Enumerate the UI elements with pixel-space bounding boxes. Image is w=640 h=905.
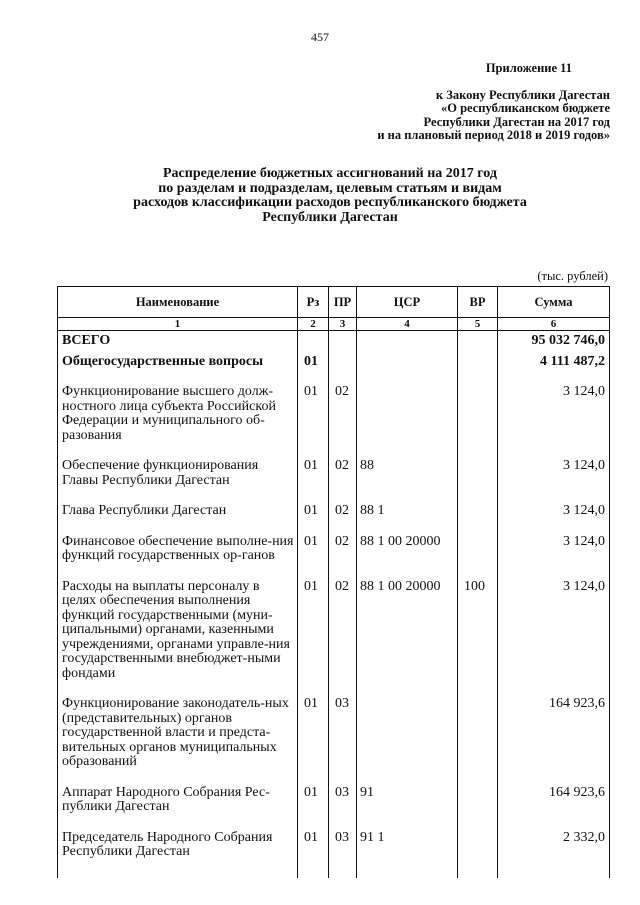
row-vr bbox=[458, 355, 498, 386]
row-sum: 164 923,6 bbox=[498, 786, 610, 831]
document-title bbox=[60, 167, 600, 225]
row-csr: 88 bbox=[357, 459, 458, 504]
row-vr bbox=[458, 385, 498, 459]
row-pr bbox=[329, 331, 357, 355]
table-continuation bbox=[58, 860, 610, 878]
row-name: Финансовое обеспечение выполне-ния функций государственных ор-ганов bbox=[58, 535, 298, 580]
row-name: Аппарат Народного Собрания Рес-публики Дагестан bbox=[58, 786, 298, 831]
row-vr bbox=[458, 459, 498, 504]
header-rz: Рз bbox=[298, 287, 329, 318]
col-number: 6 bbox=[498, 318, 610, 331]
row-sum: 164 923,6 bbox=[498, 697, 610, 786]
table-row bbox=[58, 535, 610, 580]
header-row bbox=[58, 287, 610, 318]
row-vr bbox=[458, 786, 498, 831]
row-csr: 88 1 00 20000 bbox=[357, 580, 458, 698]
table-row bbox=[58, 697, 610, 786]
row-sum: 3 124,0 bbox=[498, 580, 610, 698]
row-sum: 4 111 487,2 bbox=[498, 355, 610, 386]
header-csr: ЦСР bbox=[357, 287, 458, 318]
appendix-line: к Закону Республики Дагестан bbox=[435, 87, 610, 102]
row-name: Общегосударственные вопросы bbox=[58, 355, 298, 386]
row-sum: 3 124,0 bbox=[498, 504, 610, 535]
row-rz: 01 bbox=[298, 504, 329, 535]
row-pr: 02 bbox=[329, 535, 357, 580]
appendix-line: и на плановый период 2018 и 2019 годов» bbox=[377, 128, 610, 143]
title-line: расходов классификации расходов республиканского бюджета bbox=[133, 195, 527, 211]
appendix-title: Приложение 11 bbox=[485, 61, 572, 75]
row-rz: 01 bbox=[298, 580, 329, 698]
col-number: 2 bbox=[298, 318, 329, 331]
header-pr: ПР bbox=[329, 287, 357, 318]
col-number: 3 bbox=[329, 318, 357, 331]
row-sum: 3 124,0 bbox=[498, 459, 610, 504]
row-vr: 100 bbox=[458, 580, 498, 698]
row-csr bbox=[357, 331, 458, 355]
row-rz bbox=[298, 331, 329, 355]
row-csr bbox=[357, 355, 458, 386]
row-csr bbox=[357, 385, 458, 459]
table-row bbox=[58, 786, 610, 831]
row-vr bbox=[458, 831, 498, 860]
table-row bbox=[58, 580, 610, 698]
row-pr: 03 bbox=[329, 831, 357, 860]
row-vr bbox=[458, 535, 498, 580]
col-number: 4 bbox=[357, 318, 458, 331]
row-sum: 3 124,0 bbox=[498, 535, 610, 580]
header-name: Наименование bbox=[58, 287, 298, 318]
row-pr: 02 bbox=[329, 459, 357, 504]
row-name: Обеспечение функционирования Главы Республики Дагестан bbox=[58, 459, 298, 504]
appendix-line: Республики Дагестан на 2017 год bbox=[423, 114, 610, 129]
header-vr: ВР bbox=[458, 287, 498, 318]
row-pr bbox=[329, 355, 357, 386]
row-pr: 03 bbox=[329, 786, 357, 831]
col-number: 1 bbox=[58, 318, 298, 331]
title-line: по разделам и подразделам, целевым статьям и видам bbox=[158, 180, 502, 196]
title-line: Республики Дагестан bbox=[262, 209, 398, 225]
row-rz: 01 bbox=[298, 831, 329, 860]
row-rz: 01 bbox=[298, 385, 329, 459]
row-name: Функционирование законодатель-ных (представительных) органов государственной власти и предста-вительных органов муниципальных образований bbox=[58, 697, 298, 786]
table-row bbox=[58, 504, 610, 535]
row-pr: 02 bbox=[329, 504, 357, 535]
row-pr: 02 bbox=[329, 385, 357, 459]
row-rz: 01 bbox=[298, 459, 329, 504]
row-sum: 95 032 746,0 bbox=[498, 331, 610, 355]
row-csr bbox=[357, 697, 458, 786]
row-csr: 88 1 bbox=[357, 504, 458, 535]
row-vr bbox=[458, 331, 498, 355]
appendix-block bbox=[340, 62, 610, 143]
appendix-line: «О республиканском бюджете bbox=[441, 101, 610, 116]
row-rz: 01 bbox=[298, 697, 329, 786]
row-name: Функционирование высшего долж-ностного лица субъекта Российской Федерации и муниципального об-разования bbox=[58, 385, 298, 459]
row-name: Председатель Народного Собрания Республики Дагестан bbox=[58, 831, 298, 860]
row-csr: 91 bbox=[357, 786, 458, 831]
budget-table bbox=[57, 286, 610, 878]
row-csr: 88 1 00 20000 bbox=[357, 535, 458, 580]
row-rz: 01 bbox=[298, 355, 329, 386]
column-number-row bbox=[58, 318, 610, 331]
row-rz: 01 bbox=[298, 535, 329, 580]
table-row bbox=[58, 831, 610, 860]
title-line: Распределение бюджетных ассигнований на 2017 год bbox=[163, 166, 497, 181]
row-csr: 91 1 bbox=[357, 831, 458, 860]
col-number: 5 bbox=[458, 318, 498, 331]
row-vr bbox=[458, 697, 498, 786]
row-pr: 02 bbox=[329, 580, 357, 698]
row-name: ВСЕГО bbox=[58, 331, 298, 355]
row-sum: 2 332,0 bbox=[498, 831, 610, 860]
table-row bbox=[58, 385, 610, 459]
row-pr: 03 bbox=[329, 697, 357, 786]
units-label: (тыс. рублей) bbox=[537, 269, 608, 283]
table-row bbox=[58, 331, 610, 355]
row-rz: 01 bbox=[298, 786, 329, 831]
table-row bbox=[58, 459, 610, 504]
row-name: Расходы на выплаты персоналу в целях обеспечения выполнения функций государственными (муни-ципальными) органами, казенными учреждениями, органами управле-ния государственными внебюджет-ными фондами bbox=[58, 580, 298, 698]
header-sum: Сумма bbox=[498, 287, 610, 318]
row-sum: 3 124,0 bbox=[498, 385, 610, 459]
row-vr bbox=[458, 504, 498, 535]
page-number: 457 bbox=[311, 30, 329, 44]
row-name: Глава Республики Дагестан bbox=[58, 504, 298, 535]
table-row bbox=[58, 355, 610, 386]
